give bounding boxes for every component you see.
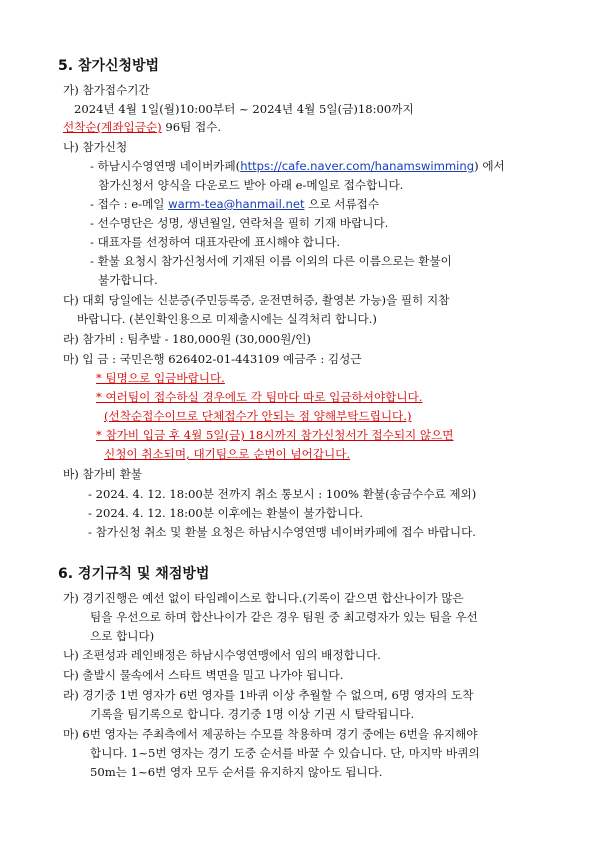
notice-no-group: (선착순접수이므로 단체접수가 안되는 점 양해부탁드립니다.)	[104, 409, 412, 423]
rule-ma-2: 합니다. 1~5번 영자는 경기 도중 순서를 바꿀 수 있습니다. 단, 마지막 바퀴의	[90, 746, 480, 760]
rule-na: 나) 조편성과 레인배정은 하남시수영연맹에서 임의 배정합니다.	[63, 648, 381, 662]
cafe-text-a: - 하남시수영연맹 네이버카페(	[90, 159, 241, 173]
refund-name-note: - 환불 요청시 참가신청서에 기재된 이름 이외의 다른 이름으로는 환불이	[90, 254, 452, 268]
roster-note: - 선수명단은 성명, 생년월일, 연락처을 필히 기재 바랍니다.	[90, 216, 389, 230]
rule-ra-2: 기록을 팀기록으로 합니다. 경기중 1명 이상 기권 시 탈락됩니다.	[90, 707, 415, 721]
id-note: 다) 대회 당일에는 신분증(주민등록증, 운전면허증, 촬영본 가능)을 필히 지참	[63, 293, 450, 307]
team-count: 96팀 접수.	[165, 120, 222, 134]
item-ba-heading: 바) 참가비 환불	[63, 467, 143, 481]
bank-account: 마) 입 금 : 국민은행 626402-01-443109 예금주 : 김성근	[63, 352, 362, 366]
cafe-line-2: 참가신청서 양식을 다운로드 받아 아래 e-메일로 접수합니다.	[98, 178, 404, 192]
item-ga-heading: 가) 참가접수기간	[63, 83, 150, 97]
notice-deadline: * 참가비 입금 후 4월 5일(금) 18시까지 참가신청서가 접수되지 않으면	[96, 428, 454, 442]
refund-before: - 2024. 4. 12. 18:00분 전까지 취소 통보시 : 100% 환불(송금수수료 제외)	[88, 487, 477, 501]
refund-request: - 참가신청 취소 및 환불 요청은 하남시수영연맹 네이버카페에 접수 바랍니다.	[88, 525, 476, 539]
rule-ga-3: 으로 합니다)	[90, 629, 155, 643]
email-text-b: 으로 서류접수	[308, 197, 380, 211]
item-na-heading: 나) 참가신청	[63, 140, 128, 154]
rule-ma-3: 50m는 1~6번 영자 모두 순서를 유지하지 않아도 됩니다.	[90, 765, 383, 779]
notice-each-team: * 여러팀이 접수하실 경우에도 각 팀마다 따로 입금하셔야합니다.	[96, 390, 423, 404]
rule-da: 다) 출발시 물속에서 스타트 벽면을 밀고 나가야 됩니다.	[63, 668, 344, 682]
notice-cancel: 신청이 취소되며, 대기팀으로 순번이 넘어갑니다.	[104, 447, 351, 461]
refund-after: - 2024. 4. 12. 18:00분 이후에는 환불이 불가합니다.	[88, 506, 364, 520]
rule-ma-1: 마) 6번 영자는 주최측에서 제공하는 수모를 착용하며 경기 중에는 6번을 유지해야	[63, 727, 478, 741]
refund-name-note-2: 불가합니다.	[98, 273, 158, 287]
application-period: 2024년 4월 1일(월)10:00부터 ~ 2024년 4월 5일(금)18:00까지	[74, 102, 414, 116]
entry-fee: 라) 참가비 : 팀추발 - 180,000원 (30,000원/인)	[63, 332, 311, 346]
email-line	[90, 197, 379, 212]
representative-note: - 대표자를 선정하여 대표자란에 표시해야 합니다.	[90, 235, 341, 249]
first-come-label: 선착순(계좌입금순)	[63, 120, 162, 134]
cafe-text-b: ) 에서	[474, 159, 505, 173]
id-note-2: 바랍니다. (본인확인용으로 미제출시에는 실격처리 합니다.)	[77, 312, 377, 326]
email-link[interactable]: warm-tea@hanmail.net	[168, 197, 305, 211]
rule-ga-1: 가) 경기진행은 예선 없이 타임레이스로 합니다.(기록이 같으면 합산나이가 많은	[63, 591, 464, 605]
section-5-title: 5. 참가신청방법	[58, 58, 160, 74]
section-6-title: 6. 경기규칙 및 채점방법	[58, 566, 210, 582]
rule-ga-2: 팀을 우선으로 하며 합산나이가 같은 경우 팀원 중 최고령자가 있는 팀을 우선	[90, 610, 478, 624]
email-text-a: - 접수 : e-메일	[90, 197, 165, 211]
cafe-line	[90, 159, 505, 174]
first-come-line	[63, 120, 221, 135]
notice-team-name: * 팀명으로 입금바랍니다.	[96, 371, 225, 385]
cafe-link[interactable]: https://cafe.naver.com/hanamswimming	[240, 159, 475, 173]
rule-ra-1: 라) 경기중 1번 영자가 6번 영자를 1바퀴 이상 추월할 수 없으며, 6명 영자의 도착	[63, 688, 474, 702]
